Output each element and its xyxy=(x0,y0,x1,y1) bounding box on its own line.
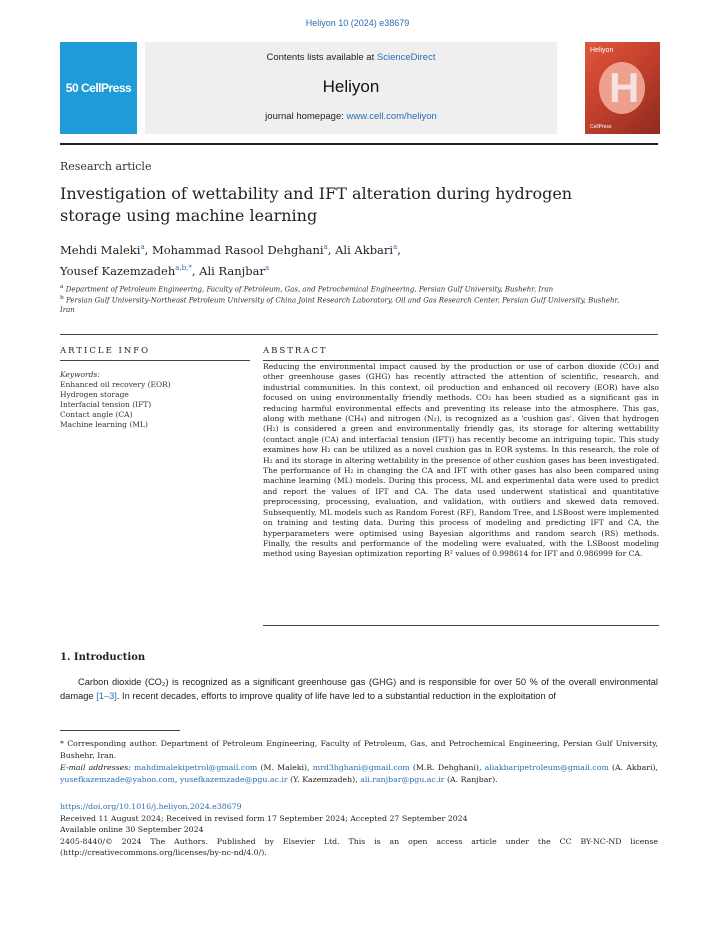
email-link[interactable]: yusefkazemzade@yahoo.com xyxy=(60,775,175,784)
homepage-link[interactable]: www.cell.com/heliyon xyxy=(346,111,437,122)
author[interactable]: Mohammad Rasool Dehghani$^a$ xyxy=(151,242,328,257)
sciencedirect-link[interactable]: ScienceDirect xyxy=(376,52,436,63)
keyword-item: Enhanced oil recovery (EOR) xyxy=(60,380,171,389)
journal-banner xyxy=(145,42,557,134)
cover-title: Heliyon xyxy=(590,47,614,54)
journal-cover-image[interactable] xyxy=(585,42,660,134)
cover-publisher: CellPress xyxy=(590,124,612,130)
introduction-paragraph: Carbon dioxide (CO₂) is recognized as a significant greenhouse gas (GHG) and is responsible for over 50 % of the overall environmental damage [1–3]. In recent decades, efforts to improve quality of life have led to a substantial reduction in the exploitation of xyxy=(60,677,658,701)
article-type: Research article xyxy=(60,160,152,173)
email-link[interactable]: mahdimalekipetrol@gmail.com xyxy=(134,763,258,772)
header-divider xyxy=(60,143,658,145)
abstract-end-rule xyxy=(263,625,659,626)
affiliation-divider xyxy=(60,334,658,335)
affiliation-a: $^a$ Department of Petroleum Engineering, Faculty of Petroleum, Gas, and Petrochemical Engineering, Persian Gulf University, Bushehr, Iran xyxy=(60,284,554,294)
journal-homepage: journal homepage: www.cell.com/heliyon xyxy=(265,111,437,122)
abstract-rule xyxy=(263,360,659,361)
abstract-heading: ABSTRACT xyxy=(263,346,328,356)
cellpress-logo-text: 50 CellPress xyxy=(65,81,132,95)
corresponding-author-note: * Corresponding author. Department of Petroleum Engineering, Faculty of Petroleum, Gas, and Petrochemical Engineering, Persian Gulf University, Bushehr, Iran. xyxy=(60,739,658,760)
email-link[interactable]: mrd3hghani@gmail.com xyxy=(312,763,410,772)
cellpress-logo[interactable] xyxy=(60,42,137,134)
publication-info xyxy=(60,801,658,859)
contents-availability: Contents lists available at ScienceDirect xyxy=(266,52,436,63)
journal-title: Heliyon xyxy=(322,77,380,96)
email-addresses: E-mail addresses: mahdimalekipetrol@gmail.com (M. Maleki), mrd3hghani@gmail.com (M.R. Dehghani), aliakbaripetroleum@gmail.com (A. Akbari), yusefkazemzade@yahoo.com, yusefkazemzade@pgu.ac.ir (Y. Kazemzadeh), ali.ranjbar@pgu.ac.ir (A. Ranjbar). xyxy=(60,763,659,784)
license-statement: 2405-8440/© 2024 The Authors. Published by Elsevier Ltd. This is an open access article under the CC BY-NC-ND license (http://creativecommons.org/licenses/by-nc-nd/4.0/). xyxy=(60,836,658,857)
keywords-label: Keywords: xyxy=(60,370,100,379)
affiliation-b: $^b$ Persian Gulf University-Northeast Petroleum University of China Joint Research Laboratory, Oil and Gas Research Center, Persian Gulf University, Bushehr, Iran xyxy=(60,295,620,315)
article-title: Investigation of wettability and IFT alteration during hydrogen storage using machine learning xyxy=(60,184,573,225)
masthead xyxy=(60,40,660,136)
email-link[interactable]: yusefkazemzade@pgu.ac.ir xyxy=(179,775,288,784)
received-dates: Received 11 August 2024; Received in revised form 17 September 2024; Accepted 27 September 2024 xyxy=(60,813,468,823)
email-link[interactable]: ali.ranjbar@pgu.ac.ir xyxy=(360,775,445,784)
author[interactable]: Ali Ranjbar$^a$ xyxy=(199,263,270,278)
keyword-item: Machine learning (ML) xyxy=(60,420,148,429)
email-link[interactable]: aliakbaripetroleum@gmail.com xyxy=(484,763,609,772)
author[interactable]: Yousef Kazemzadeh$^{a,b,*}$ xyxy=(60,263,192,278)
keyword-item: Hydrogen storage xyxy=(60,390,129,399)
citation-link[interactable]: [1–3] xyxy=(96,691,117,701)
article-info-rule xyxy=(60,360,250,361)
available-online: Available online 30 September 2024 xyxy=(60,825,204,834)
footnote-divider xyxy=(60,730,180,731)
author[interactable]: Ali Akbari$^a$ xyxy=(335,242,398,257)
author[interactable]: Mehdi Maleki$^a$ xyxy=(60,242,145,257)
cover-h-graphic xyxy=(599,62,645,114)
keyword-item: Interfacial tension (IFT) xyxy=(60,400,152,409)
author-list: Mehdi Maleki$^a$, Mohammad Rasool Dehghani$^a$, Ali Akbari$^a$, Yousef Kazemzadeh$^{a,b,*}$, Ali Ranjbar$^a$ xyxy=(60,242,401,278)
journal-citation[interactable]: Heliyon 10 (2024) e38679 xyxy=(305,18,410,28)
article-info-heading: ARTICLE INFO xyxy=(60,346,151,356)
doi-link[interactable]: https://doi.org/10.1016/j.heliyon.2024.e38679 xyxy=(60,802,242,811)
abstract-text: Reducing the environmental impact caused by the production or use of carbon dioxide (CO₂) and other greenhouse gases (GHG) has recently attracted the attention of scientific, research, and industrial communities. In this context, oil production and enhanced oil recovery (EOR) have also focused on using environmentally friendly methods. CO₂ has been studied as a significant gas in reducing harmful environmental effects and preventing its release into the atmosphere. This gas, along with methane (CH₄) and nitrogen (N₂), is recognized as a 'cushion gas'. Given that hydrogen (H₂) is considered a green and environmentally friendly gas, its storage for altering wettability (contact angle (CA) and interfacial tension (IFT)) has recently become an intriguing topic. This study examines how H₂ can be utilized as a novel cushion gas in EOR systems. In this research, the role of H₂ and its storage in altering wettability in the presence of other cushion gases has been investigated. The performance of H₂ in changing the CA and IFT with other gases has also been compared using machine learning (ML) models. During this process, ML and experimental data were used to predict and report the values of IFT and CA. The data used underwent statistical and quantitative preprocessing, processing, evaluation, and validation, with outliers and skewed data removed. Subsequently, ML models such as Random Forest (RF), Random Tree, and LSBoost were implemented on training and testing data. During this process of modeling and predicting IFT and CA, the hyperparameters were optimised using Bayesian algorithms and random search (RS) methods. Finally, the results and performance of the modeling were evaluated, with the LSBoost modeling method using Bayesian optimization reporting R² values of 0.998614 for IFT and 0.986999 for CA. xyxy=(263,362,659,559)
keyword-item: Contact angle (CA) xyxy=(60,410,133,419)
introduction-heading: 1. Introduction xyxy=(60,652,146,663)
keywords-block xyxy=(60,370,250,430)
